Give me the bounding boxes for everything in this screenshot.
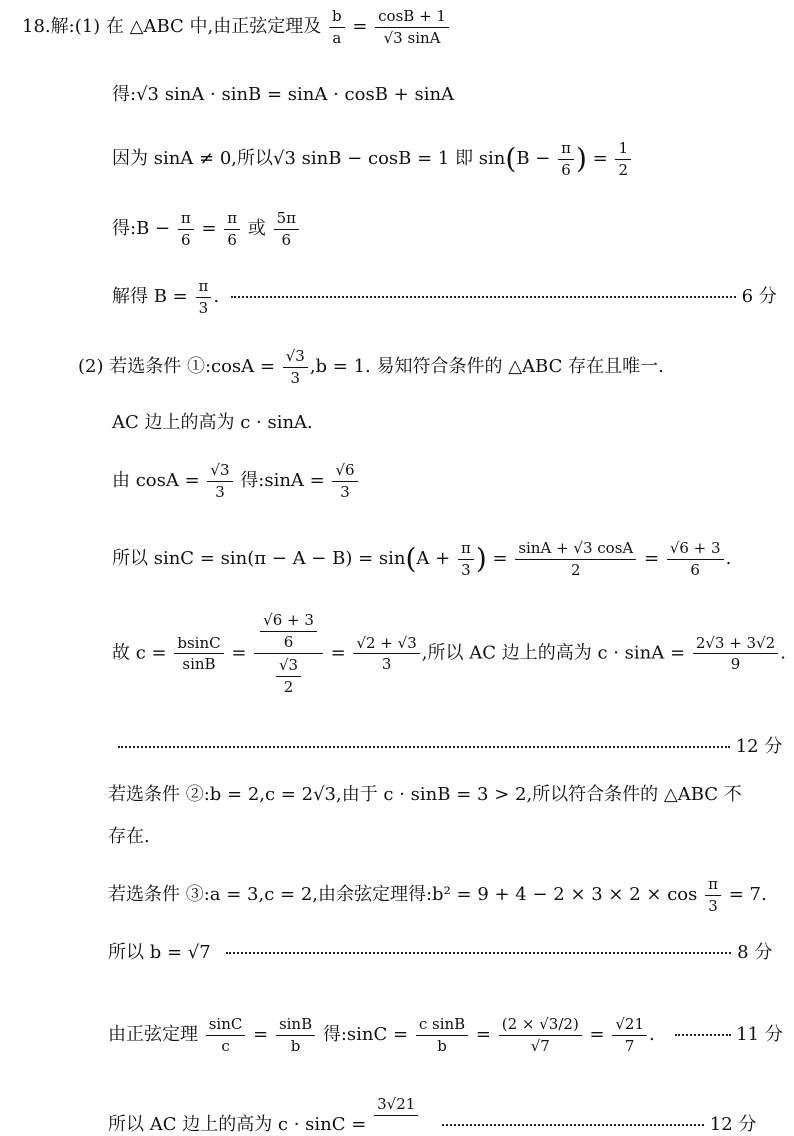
fraction: $\frac{√6}{3}$ <box>332 462 357 500</box>
line-1: 18.解:(1) 在 △ABC 中,由正弦定理及 $\frac{b}{a}$ = $\frac{\cos B + 1}{√3 \sin A}$ <box>22 8 451 46</box>
line-5: 解得 B = $\frac{\pi}{3}$ . 6 分 <box>112 277 777 317</box>
line-10: 故 c = $\frac{bsinC}{\sin B}$ = $\frac{\frac{√6 + 3}{6}}{\frac{√3}{2}}$ = $\frac{√2 + √3}{3}$ ,所以 AC 边上的高为 c · sinA = $\frac{2√3 + 3√2}{9}$ . <box>112 611 786 696</box>
line-4: 得:B − $\frac{\pi}{6}$ = $\frac{\pi}{6}$ 或 $\frac{5\pi}{6}$ <box>112 210 301 248</box>
dotted-leader <box>675 1034 731 1036</box>
score-label: 6 分 <box>741 286 777 307</box>
line-3: 因为 sinA ≠ 0,所以√3 sinB − cosB = 1 即 sin(B − $\frac{\pi}{6}$ ) = $\frac{1}{2}$ <box>112 140 633 178</box>
fraction: $\frac{\pi}{6}$ <box>178 210 194 248</box>
fraction: $\frac{\pi}{6}$ <box>558 140 574 178</box>
fraction: $\frac{\text{c sinB}}{b}$ <box>416 1016 468 1054</box>
fraction: $\frac{√2 + √3}{3}$ <box>353 635 419 673</box>
line-13: 存在. <box>108 826 150 847</box>
dotted-leader <box>231 296 736 298</box>
compound-fraction: $\frac{\frac{√6 + 3}{6}}{\frac{√3}{2}}$ <box>254 612 323 695</box>
line-11 <box>118 738 782 756</box>
score-label: 11 分 <box>736 1024 783 1045</box>
dotted-leader <box>442 1124 704 1126</box>
line-17: 所以 AC 边上的高为 c · sinC = 3√21 12 分 <box>108 1095 757 1135</box>
fraction: $\frac{√3}{3}$ <box>207 462 232 500</box>
fraction: $\frac{2√3 + 3√2}{9}$ <box>693 635 778 673</box>
fraction: $\frac{b}{a}$ <box>329 8 345 46</box>
dotted-leader <box>226 952 731 954</box>
line-14: 若选条件 ③:a = 3,c = 2,由余弦定理得:b² = 9 + 4 − 2 × 3 × 2 × cos $\frac{\pi}{3}$ = 7. <box>108 875 767 915</box>
fraction: $\frac{\sin A + √3 \cos A}{2}$ <box>515 540 636 578</box>
fraction: $\frac{\cos B + 1}{√3 \sin A}$ <box>375 8 449 46</box>
line-9: 所以 sinC = sin(π − A − B) = sin(A + $\frac{\pi}{3}$ ) = $\frac{\sin A + √3 \cos A}{2}$ = $\frac{√6 + 3}{6}$ . <box>112 539 732 579</box>
fraction: $\frac{√21}{7}$ <box>612 1016 647 1054</box>
line-2: 得:√3 sinA · sinB = sinA · cosB + sinA <box>112 84 455 105</box>
fraction: $\frac{(2 \times √3/2)}{√7}$ <box>499 1016 582 1054</box>
line-15: 所以 b = √7 8 分 <box>108 942 773 963</box>
score-label: 12 分 <box>735 736 783 757</box>
fraction: $\frac{\pi}{3}$ <box>705 876 721 914</box>
line-16: 由正弦定理 $\frac{\sin C}{c}$ = $\frac{\sin B}{b}$ 得:sinC = $\frac{\text{c sinB}}{b}$ = $\frac{(2 \times √3/2)}{√7}$ = $\frac{√21}{7}$ . 11 分 <box>108 1015 783 1055</box>
fraction: $\frac{\pi}{6}$ <box>224 210 240 248</box>
line-7: AC 边上的高为 c · sinA. <box>112 412 313 433</box>
line-12: 若选条件 ②:b = 2,c = 2√3,由于 c · sinB = 3 > 2,所以符合条件的 △ABC 不 <box>108 784 742 805</box>
score-label: 8 分 <box>737 942 773 963</box>
fraction: $\frac{\pi}{3}$ <box>196 278 212 316</box>
fraction: $\frac{√6 + 3}{6}$ <box>667 540 724 578</box>
fraction: $\frac{bsinC}{\sin B}$ <box>174 635 223 673</box>
fraction: $\frac{1}{2}$ <box>615 140 631 178</box>
fraction: $\frac{\sin C}{c}$ <box>206 1016 246 1054</box>
fraction: $\frac{5\pi}{6}$ <box>274 210 299 248</box>
text: 18.解:(1) 在 △ABC 中,由正弦定理及 <box>22 16 322 37</box>
line-8: 由 cosA = $\frac{√3}{3}$ 得:sinA = $\frac{√6}{3}$ <box>112 462 360 500</box>
fraction: $\frac{\pi}{3}$ <box>458 540 474 578</box>
line-6: (2) 若选条件 ①:cosA = $\frac{√3}{3}$ ,b = 1. 易知符合条件的 △ABC 存在且唯一. <box>78 347 664 387</box>
dotted-leader <box>118 746 730 748</box>
fraction: 3√21 <box>374 1096 418 1134</box>
score-label: 12 分 <box>709 1114 757 1135</box>
fraction: $\frac{√3}{3}$ <box>283 348 308 386</box>
fraction: $\frac{\sin B}{b}$ <box>276 1016 315 1054</box>
